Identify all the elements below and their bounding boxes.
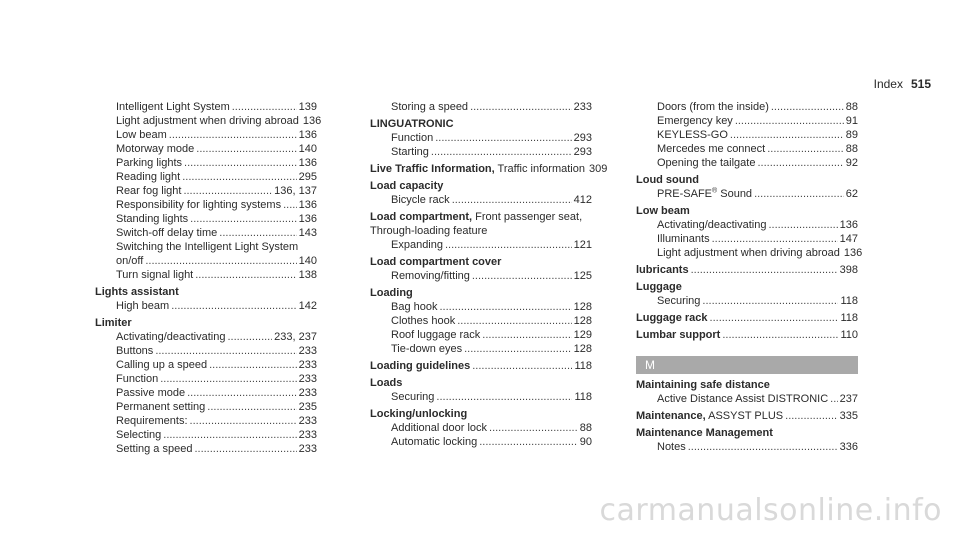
dot-leader	[190, 414, 297, 428]
page-ref: 233, 237	[274, 331, 317, 343]
index-entry-label: Selecting	[116, 429, 162, 441]
page-ref: 121	[573, 239, 592, 251]
page-ref: 129	[573, 329, 592, 341]
index-subentry	[95, 170, 317, 184]
index-entry-term: Loading guidelines	[370, 360, 471, 372]
index-entry-label	[636, 409, 783, 423]
page-ref: 147	[839, 233, 858, 245]
page-ref: 233	[298, 345, 317, 357]
index-entry-label: Doors (from the inside)	[657, 101, 769, 113]
index-subentry	[95, 268, 317, 282]
index-subentry	[95, 400, 317, 414]
index-heading: Locking/unlocking	[370, 408, 468, 420]
index-subentry	[370, 145, 592, 159]
dot-leader	[439, 300, 571, 314]
index-entry-label: Calling up a speed	[116, 359, 208, 371]
dot-leader	[470, 100, 572, 114]
index-entry	[636, 311, 858, 325]
index-entry-label: Parking lights	[116, 157, 183, 169]
index-subentry	[636, 440, 858, 454]
index-subentry	[95, 372, 317, 386]
index-entry-label: Responsibility for lighting systems	[116, 199, 282, 211]
page-ref: 128	[573, 301, 592, 313]
index-entry-label	[370, 162, 585, 176]
page-ref: 233	[298, 359, 317, 371]
page-ref: 88	[579, 422, 592, 434]
index-subentry	[370, 131, 592, 145]
index-entry-term: Live Traffic Information,	[370, 163, 495, 175]
index-subentry	[95, 114, 322, 128]
page-ref: 136	[302, 115, 322, 127]
page-ref: 142	[298, 300, 317, 312]
page-ref: 88	[845, 101, 858, 113]
index-heading: Loud sound	[636, 174, 699, 186]
index-subentry	[636, 232, 858, 246]
index-subentry	[370, 390, 592, 404]
dot-leader	[182, 170, 296, 184]
page-ref: 233	[573, 101, 592, 113]
index-subentry	[370, 238, 592, 252]
index-heading: LINGUATRONIC	[370, 118, 454, 130]
index-entry-detail: Front passenger seat,	[472, 211, 583, 223]
dot-leader	[452, 193, 572, 207]
registered-mark: ®	[712, 187, 718, 195]
index-subentry	[95, 156, 317, 170]
watermark: carmanualsonline.info	[599, 493, 942, 528]
dot-leader	[183, 184, 272, 198]
page-ref: 125	[573, 270, 592, 282]
index-entry-label	[370, 359, 470, 373]
index-entry-label: Automatic locking	[391, 436, 478, 448]
page-ref: 412	[573, 194, 592, 206]
dot-leader	[757, 156, 843, 170]
dot-leader	[227, 330, 272, 344]
index-entry	[370, 162, 608, 176]
dot-leader	[194, 442, 296, 456]
page-ref: 128	[573, 315, 592, 327]
index-entry-detail: Traffic information	[494, 163, 585, 175]
index-entry-label: Emergency key	[657, 115, 733, 127]
header-title: Index	[873, 77, 903, 91]
index-heading: Lights assistant	[95, 286, 179, 298]
index-subentry	[636, 187, 858, 201]
index-entry-label: Reading light	[116, 171, 181, 183]
index-entry-label: Securing	[657, 295, 701, 307]
dot-leader	[160, 372, 296, 386]
dot-leader	[702, 294, 838, 308]
index-column-3-top	[636, 100, 863, 342]
page-ref: 140	[298, 143, 317, 155]
index-column-1	[95, 100, 322, 456]
index-entry-label: Function	[116, 373, 159, 385]
index-entry-label: Function	[391, 132, 434, 144]
page-ref: 336	[839, 441, 858, 453]
index-subentry	[95, 184, 317, 198]
dot-leader	[730, 128, 844, 142]
index-entry-label: Illuminants	[657, 233, 710, 245]
index-subentry	[95, 254, 317, 268]
index-entry-label: Notes	[657, 441, 686, 453]
index-entry-label: Switch-off delay time	[116, 227, 218, 239]
dot-leader	[145, 254, 296, 268]
index-heading: Maintenance Management	[636, 427, 773, 439]
page-ref: 143	[298, 227, 317, 239]
index-subentry	[95, 442, 317, 456]
dot-leader	[691, 263, 838, 277]
index-entry-label: KEYLESS-GO	[657, 129, 728, 141]
index-subentry	[370, 342, 592, 356]
dot-leader	[445, 238, 572, 252]
page-number: 515	[910, 77, 931, 91]
index-entry-term: Lumbar support	[636, 329, 721, 341]
index-entry-term: Load compartment,	[370, 211, 473, 223]
index-column-3	[636, 100, 863, 454]
index-heading: Low beam	[636, 205, 690, 217]
page-ref: 233	[298, 387, 317, 399]
index-subentry	[636, 392, 858, 406]
index-entry-detail: Sound	[717, 188, 753, 200]
page-ref: 88	[845, 143, 858, 155]
letter-section-bar: M	[636, 356, 858, 374]
page-ref: 138	[298, 269, 317, 281]
page-ref: 233	[298, 443, 317, 455]
dot-leader	[184, 156, 297, 170]
dot-leader	[489, 421, 578, 435]
index-entry-label: Intelligent Light System	[116, 101, 230, 113]
index-subentry-continued: Switching the Intelligent Light System	[116, 241, 299, 253]
index-subentry	[95, 358, 317, 372]
page-ref: 233	[298, 415, 317, 427]
index-subentry	[95, 198, 317, 212]
dot-leader	[155, 344, 296, 358]
page-ref: 136	[298, 199, 317, 211]
index-entry-label	[636, 328, 720, 342]
index-entry-label: Passive mode	[116, 387, 186, 399]
index-entry-label	[636, 263, 689, 277]
index-entry-continued: Through-loading feature	[370, 225, 488, 237]
index-entry-label: Opening the tailgate	[657, 157, 756, 169]
dot-leader	[232, 100, 297, 114]
index-subentry	[636, 128, 858, 142]
dot-leader	[190, 212, 296, 226]
index-subentry	[95, 386, 317, 400]
index-subentry	[636, 142, 858, 156]
dot-leader	[171, 299, 296, 313]
page-ref: 335	[839, 410, 858, 422]
dot-leader	[219, 226, 296, 240]
page-ref: 136	[298, 129, 317, 141]
dot-leader	[754, 187, 844, 201]
index-entry-label: Removing/fitting	[391, 270, 470, 282]
dot-leader	[169, 128, 297, 142]
page-ref: 293	[573, 146, 592, 158]
index-subentry	[95, 428, 317, 442]
index-entry	[636, 263, 858, 277]
dot-leader	[187, 386, 297, 400]
page-ref: 118	[840, 312, 858, 324]
index-subentry	[636, 156, 858, 170]
index-heading: Loads	[370, 377, 403, 389]
page-ref: 237	[839, 393, 858, 405]
index-entry-label: on/off	[116, 255, 144, 267]
index-entry-label: Bag hook	[391, 301, 438, 313]
page-ref: 90	[579, 436, 592, 448]
index-subentry	[370, 314, 592, 328]
index-subentry	[370, 421, 592, 435]
index-entry-label	[657, 187, 752, 201]
dot-leader	[479, 435, 578, 449]
page-ref: 136	[839, 219, 858, 231]
index-subentry	[95, 226, 317, 240]
index-heading: Load capacity	[370, 180, 444, 192]
dot-leader	[163, 428, 296, 442]
page-ref: 110	[840, 329, 858, 341]
index-entry-label: High beam	[116, 300, 170, 312]
index-subentry	[370, 269, 592, 283]
index-entry-label: Additional door lock	[391, 422, 488, 434]
page-ref: 118	[840, 295, 858, 307]
dot-leader	[712, 232, 838, 246]
index-subentry	[370, 435, 592, 449]
page-ref: 136, 137	[274, 185, 317, 197]
index-entry-label: Motorway mode	[116, 143, 195, 155]
index-entry-label: Low beam	[116, 129, 167, 141]
dot-leader	[771, 100, 844, 114]
index-entry-label: Turn signal light	[116, 269, 194, 281]
index-heading: Limiter	[95, 317, 132, 329]
dot-leader	[472, 359, 572, 373]
page-ref: 309	[588, 163, 608, 175]
index-entry	[636, 328, 858, 342]
index-subentry	[370, 193, 592, 207]
index-entry-label: Light adjustment when driving abroad	[116, 115, 299, 127]
index-entry-label: Activating/deactivating	[116, 331, 226, 343]
dot-leader	[722, 328, 838, 342]
page-ref: 118	[574, 360, 592, 372]
dot-leader	[431, 145, 572, 159]
index-subentry	[370, 100, 592, 114]
page-ref: 140	[298, 255, 317, 267]
index-subentry	[95, 299, 317, 313]
index-subentry	[370, 328, 592, 342]
page-ref: 293	[573, 132, 592, 144]
page-header	[874, 77, 931, 91]
index-entry-term: PRE-SAFE	[657, 188, 713, 200]
page-ref: 128	[573, 343, 592, 355]
page-ref: 136	[843, 247, 863, 259]
index-subentry	[636, 246, 863, 260]
index-entry-term: Maintenance,	[636, 410, 706, 422]
dot-leader	[710, 311, 839, 325]
index-entry-label: Activating/deactivating	[657, 219, 767, 231]
index-entry-label: Setting a speed	[116, 443, 193, 455]
page-ref: 233	[298, 373, 317, 385]
index-heading: Load compartment cover	[370, 256, 502, 268]
index-subentry	[95, 212, 317, 226]
index-entry	[370, 359, 592, 373]
index-column-2	[370, 100, 608, 449]
dot-leader	[457, 314, 571, 328]
dot-leader	[283, 198, 297, 212]
page-ref: 295	[298, 171, 317, 183]
index-entry-label: Bicycle rack	[391, 194, 450, 206]
dot-leader	[785, 409, 838, 423]
page-ref: 136	[298, 157, 317, 169]
index-entry-label: Storing a speed	[391, 101, 469, 113]
index-entry-label: Requirements:	[116, 415, 188, 427]
page-ref: 89	[845, 129, 858, 141]
dot-leader	[435, 131, 571, 145]
index-entry-label: Light adjustment when driving abroad	[657, 247, 840, 259]
dot-leader	[472, 269, 572, 283]
dot-leader	[209, 358, 297, 372]
dot-leader	[767, 142, 844, 156]
index-heading: Maintaining safe distance	[636, 379, 770, 391]
page-ref: 233	[298, 429, 317, 441]
page-ref: 92	[845, 157, 858, 169]
index-subentry	[95, 128, 317, 142]
dot-leader	[196, 142, 296, 156]
page-ref: 62	[845, 188, 858, 200]
dot-leader	[436, 390, 572, 404]
index-entry-label: Tie-down eyes	[391, 343, 463, 355]
index-subentry	[636, 294, 858, 308]
index-subentry	[95, 414, 317, 428]
index-entry-label: Securing	[391, 391, 435, 403]
index-entry-label: Mercedes me connect	[657, 143, 766, 155]
index-subentry	[95, 344, 317, 358]
index-entry	[636, 409, 858, 423]
page-ref: 118	[574, 391, 592, 403]
index-entry-label: Rear fog light	[116, 185, 182, 197]
index-entry-label: Expanding	[391, 239, 443, 251]
index-entry-label: Buttons	[116, 345, 154, 357]
dot-leader	[768, 218, 837, 232]
index-entry-detail: ASSYST PLUS	[705, 410, 784, 422]
index-entry-term: Luggage rack	[636, 312, 708, 324]
index-subentry	[370, 300, 592, 314]
dot-leader	[464, 342, 572, 356]
index-subentry	[95, 142, 317, 156]
index-entry	[370, 210, 592, 224]
index-subentry	[95, 330, 317, 344]
page-ref: 398	[839, 264, 858, 276]
index-heading: Loading	[370, 287, 413, 299]
index-entry-term: lubricants	[636, 264, 689, 276]
page-ref: 139	[298, 101, 317, 113]
dot-leader	[482, 328, 571, 342]
index-subentry	[95, 100, 317, 114]
index-entry-label: Starting	[391, 146, 429, 158]
page-ref: 136	[298, 213, 317, 225]
index-subentry	[636, 114, 858, 128]
dot-leader	[735, 114, 844, 128]
dot-leader	[207, 400, 296, 414]
index-entry-label: Active Distance Assist DISTRONIC	[657, 393, 829, 405]
dot-leader	[688, 440, 838, 454]
index-entry-label: Roof luggage rack	[391, 329, 481, 341]
index-subentry	[636, 218, 858, 232]
index-entry-label: Standing lights	[116, 213, 189, 225]
dot-leader	[195, 268, 296, 282]
page-ref: 235	[298, 401, 317, 413]
dot-leader	[830, 392, 837, 406]
index-column-3-bottom	[636, 378, 858, 454]
index-entry-label: Clothes hook	[391, 315, 456, 327]
index-heading: Luggage	[636, 281, 682, 293]
index-entry-label: Permanent setting	[116, 401, 206, 413]
page-ref: 91	[845, 115, 858, 127]
index-subentry	[636, 100, 858, 114]
index-entry-label	[636, 311, 708, 325]
